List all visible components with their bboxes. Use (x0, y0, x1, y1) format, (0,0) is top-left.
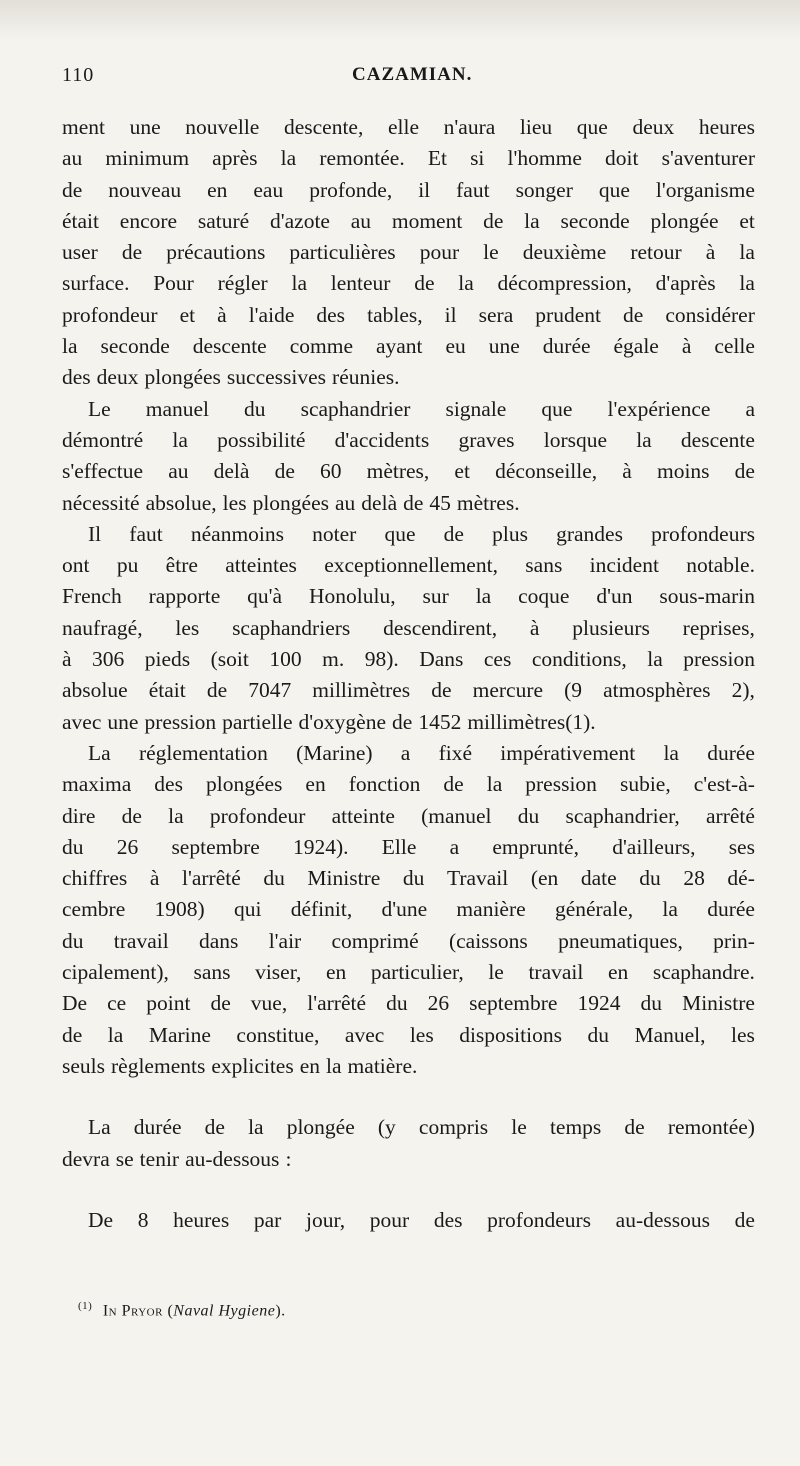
text-line: profondeur et à l'aide des tables, il sera prudent de considérer (62, 302, 755, 327)
text-line: avec une pression partielle d'oxygène de 1452 millimètres(1). (62, 709, 596, 734)
text-line: devra se tenir au-dessous : (62, 1146, 292, 1171)
footnote-marker: (1) (78, 1300, 93, 1312)
text-line: des deux plongées successives réunies. (62, 365, 400, 390)
running-head: CAZAMIAN. (352, 64, 473, 85)
text-line: French rapporte qu'à Honolulu, sur la coque d'un sous-marin (62, 584, 755, 609)
paragraph-gap (62, 1082, 755, 1112)
paragraph (62, 519, 755, 738)
text-line: La durée de la plongée (y compris le temps de remontée) (88, 1115, 755, 1140)
paragraph (62, 112, 755, 394)
text-line: la seconde descente comme ayant eu une durée égale à celle (62, 334, 755, 359)
text-line: De ce point de vue, l'arrêté du 26 septembre 1924 du Ministre (62, 991, 755, 1016)
paragraph-gap (62, 1175, 755, 1205)
text-line: au minimum après la remontée. Et si l'homme doit s'aventurer (62, 146, 755, 171)
text-line: de nouveau en eau profonde, il faut songer que l'organisme (62, 177, 755, 202)
text-line: s'effectue au delà de 60 mètres, et déconseille, à moins de (62, 459, 755, 484)
text-line: Le manuel du scaphandrier signale que l'expérience a (88, 396, 755, 421)
text-line: démontré la possibilité d'accidents graves lorsque la descente (62, 427, 755, 452)
text-line: maxima des plongées en fonction de la pression subie, c'est-à- (62, 772, 755, 797)
text-line: chiffres à l'arrêté du Ministre du Travail (en date du 28 dé- (62, 866, 755, 891)
paragraph (62, 394, 755, 519)
text-line: nécessité absolue, les plongées au delà de 45 mètres. (62, 490, 520, 515)
text-line: de la Marine constitue, avec les dispositions du Manuel, les (62, 1022, 755, 1047)
footnote-title: Naval Hygiene (173, 1302, 276, 1320)
page-number: 110 (62, 64, 95, 86)
paragraph (62, 1112, 755, 1175)
text-line: surface. Pour régler la lenteur de la décompression, d'après la (62, 271, 755, 296)
text-line: La réglementation (Marine) a fixé impérativement la durée (88, 740, 755, 765)
text-line: seuls règlements explicites en la matière. (62, 1053, 418, 1078)
footnote-source: In Pryor (102, 1302, 163, 1320)
text-line: user de précautions particulières pour le deuxième retour à la (62, 240, 755, 265)
text-line: Il faut néanmoins noter que de plus grandes profondeurs (88, 521, 755, 546)
footnote: $^{(1)}$ In Pryor (Naval Hygiene). (78, 1300, 286, 1320)
text-line: cipalement), sans viser, en particulier, le travail en scaphandre. (62, 960, 755, 985)
text-line: De 8 heures par jour, pour des profondeurs au-dessous de (88, 1207, 755, 1232)
page-edge-shadow (0, 0, 800, 40)
text-line: ont pu être atteintes exceptionnellement, sans incident notable. (62, 553, 755, 578)
page-header (62, 64, 722, 94)
text-line: était encore saturé d'azote au moment de la seconde plongée et (62, 208, 755, 233)
text-line: dire de la profondeur atteinte (manuel du scaphandrier, arrêté (62, 803, 755, 828)
text-line: naufragé, les scaphandriers descendirent, à plusieurs reprises, (62, 615, 755, 640)
text-line: ment une nouvelle descente, elle n'aura lieu que deux heures (62, 115, 755, 139)
paragraph (62, 738, 755, 1082)
text-line: cembre 1908) qui définit, d'une manière générale, la durée (62, 897, 755, 922)
paragraph (62, 1205, 755, 1236)
text-line: absolue était de 7047 millimètres de mercure (9 atmosphères 2), (62, 678, 755, 703)
text-line: à 306 pieds (soit 100 m. 98). Dans ces conditions, la pression (62, 647, 755, 672)
body-text (62, 112, 755, 1236)
text-line: du travail dans l'air comprimé (caissons pneumatiques, prin- (62, 928, 755, 953)
text-line: du 26 septembre 1924). Elle a emprunté, d'ailleurs, ses (62, 834, 755, 859)
